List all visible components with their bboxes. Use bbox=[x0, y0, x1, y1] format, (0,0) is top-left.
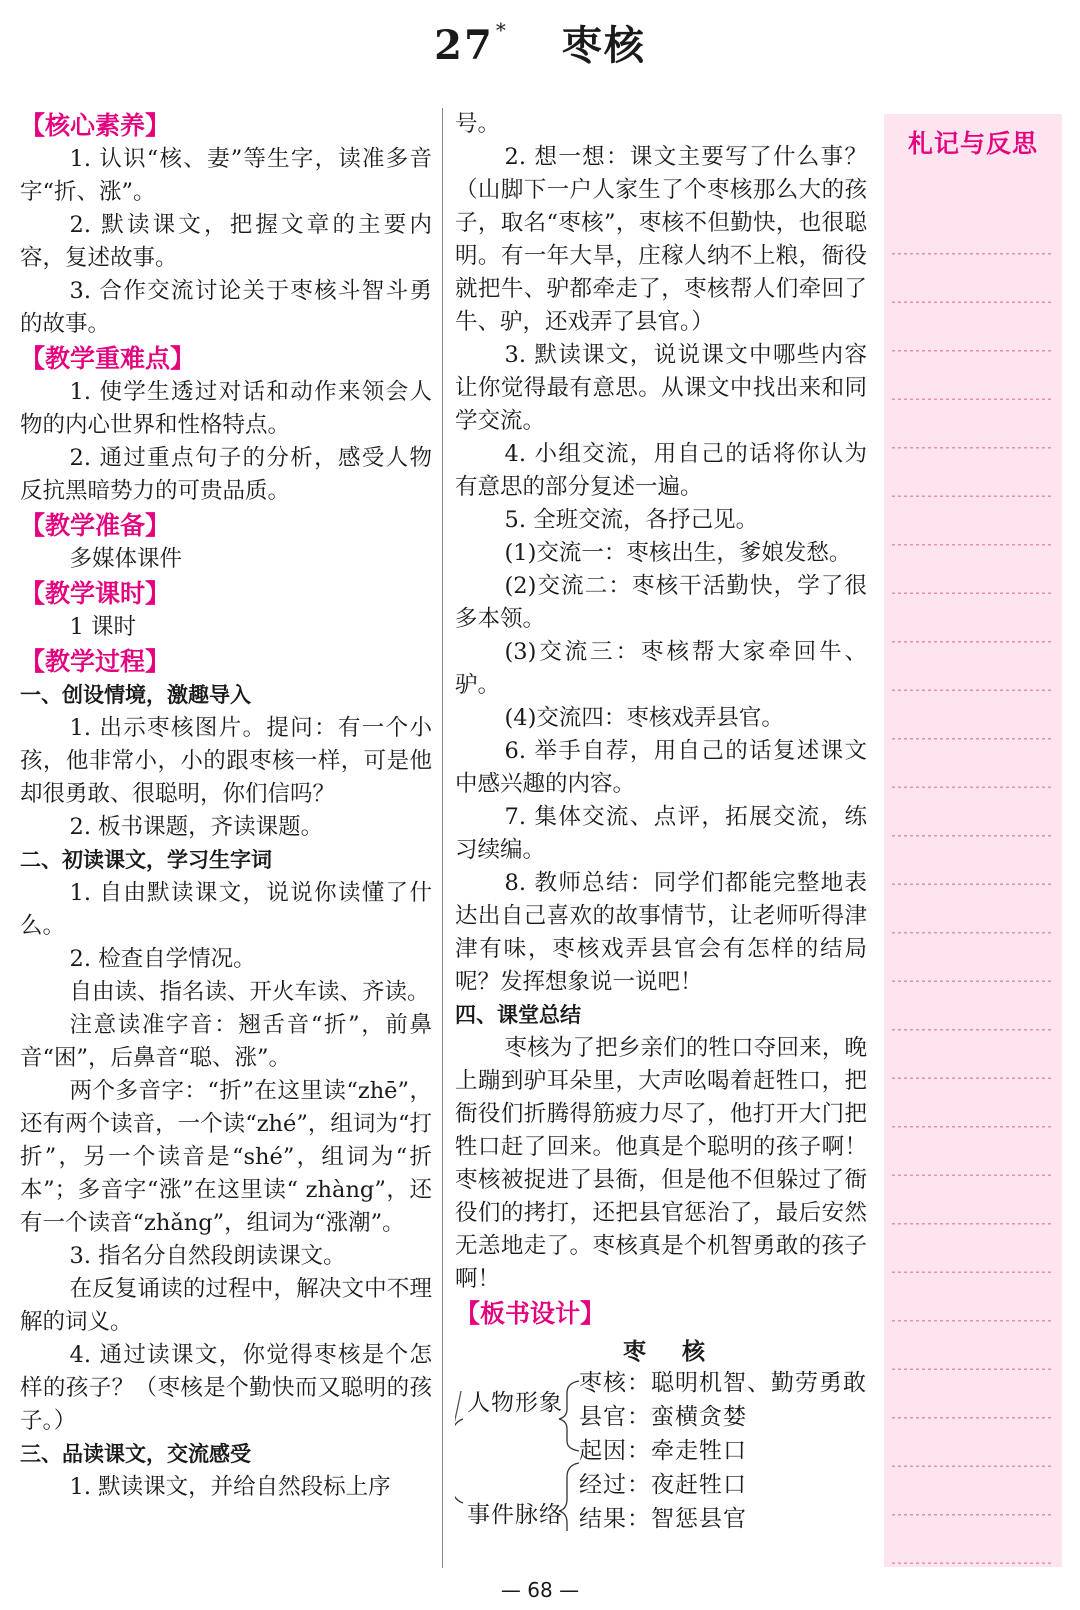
section-heading-board: 【板书设计】 bbox=[455, 1299, 606, 1328]
section-heading-preparation: 【教学准备】 bbox=[20, 511, 171, 540]
paragraph: 1. 自由默读课文，说说你读懂了什么。 bbox=[20, 880, 432, 939]
paragraph: 自由读、指名读、开火车读、齐读。 bbox=[69, 979, 430, 1005]
paragraph: 4. 通过读课文，你觉得枣核是个怎样的孩子？（枣核是个勤快而又聪明的孩子。） bbox=[20, 1342, 432, 1434]
paragraph: 2. 检查自学情况。 bbox=[69, 946, 256, 972]
paragraph: 8. 教师总结：同学们都能完整地表达出自己喜欢的故事情节，让老师听得津津有味，枣核戏弄县官会有怎样的结局呢？发挥想象说一说吧！ bbox=[455, 870, 867, 995]
paragraph: 注意读准字音：翘舌音“折”，前鼻音“困”，后鼻音“聪、涨”。 bbox=[20, 1012, 432, 1071]
paragraph: 1. 出示枣核图片。提问：有一个小孩，他非常小，小的跟枣核一样，可是他却很勇敢、很聪明，你们信吗？ bbox=[20, 715, 432, 807]
paragraph: (4)交流四：枣核戏弄县官。 bbox=[504, 705, 784, 731]
notes-panel bbox=[884, 114, 1062, 1567]
paragraph: 1 课时 bbox=[69, 614, 136, 640]
paragraph: 2. 想一想：课文主要写了什么事？（山脚下一户人家生了个枣核那么大的孩子，取名“枣核”，枣核不但勤快，也很聪明。有一年大旱，庄稼人纳不上粮，衙役就把牛、驴都牵走了，枣核帮人们牵回了牛、驴，还戏弄了县官。） bbox=[455, 144, 867, 335]
section-heading-difficulty: 【教学重难点】 bbox=[20, 344, 196, 373]
paragraph: 7. 集体交流、点评，拓展交流，练习续编。 bbox=[455, 804, 867, 863]
section-heading-hours: 【教学课时】 bbox=[20, 579, 171, 608]
paragraph: (3)交流三：枣核帮大家牵回牛、驴。 bbox=[455, 639, 867, 698]
page-title bbox=[0, 14, 1080, 71]
paragraph: 3. 指名分自然段朗读课文。 bbox=[69, 1243, 346, 1269]
paragraph: 2. 默读课文，把握文章的主要内容，复述故事。 bbox=[20, 212, 432, 271]
step-heading: 一、创设情境，激趣导入 bbox=[20, 683, 251, 707]
paragraph: 4. 小组交流，用自己的话将你认为有意思的部分复述一遍。 bbox=[455, 441, 867, 500]
board-design bbox=[455, 1331, 867, 1531]
column-divider bbox=[442, 108, 443, 1568]
lesson-title: 枣核 bbox=[561, 22, 646, 69]
section-heading-core: 【核心素养】 bbox=[20, 111, 171, 140]
lesson-star: * bbox=[495, 18, 508, 42]
paragraph: 两个多音字：“折”在这里读“zhē”，还有两个读音，一个读“zhé”，组词为“打折”，另一个读音是“shé”，组词为“折本”；多音字“涨”在这里读“ zhàng”，还有一个读音“zhǎng”，组词为“涨潮”。 bbox=[20, 1078, 432, 1236]
paragraph: 1. 认识“核、妻”等生字，读准多音字“折、涨”。 bbox=[20, 146, 432, 205]
board-label: 事件脉络 bbox=[467, 1502, 563, 1528]
paragraph: 1. 使学生透过对话和动作来领会人物的内心世界和性格特点。 bbox=[20, 379, 432, 438]
paragraph: 1. 默读课文，并给自然段标上序 bbox=[69, 1474, 391, 1500]
lesson-number: 27 bbox=[434, 22, 494, 69]
page-number: — 68 — bbox=[500, 1578, 580, 1602]
left-column bbox=[20, 108, 432, 1504]
section-heading-process: 【教学过程】 bbox=[20, 647, 171, 676]
paragraph: 3. 默读课文，说说课文中哪些内容让你觉得最有意思。从课文中找出来和同学交流。 bbox=[455, 342, 867, 434]
paragraph: 2. 通过重点句子的分析，感受人物反抗黑暗势力的可贵品质。 bbox=[20, 445, 432, 504]
paragraph: 5. 全班交流，各抒己见。 bbox=[504, 507, 759, 533]
board-item: 起因：牵走牲口 bbox=[579, 1438, 747, 1464]
step-heading: 二、初读课文，学习生字词 bbox=[20, 848, 272, 872]
notes-title: 札记与反思 bbox=[907, 129, 1038, 158]
paragraph: (1)交流一：枣核出生，爹娘发愁。 bbox=[504, 540, 852, 566]
notes-ruled-lines bbox=[892, 206, 1054, 1567]
board-item: 经过：夜赶牲口 bbox=[579, 1472, 747, 1498]
paragraph: 号。 bbox=[455, 111, 501, 137]
paragraph: 2. 板书课题，齐读课题。 bbox=[69, 814, 324, 840]
paragraph: 枣核为了把乡亲们的牲口夺回来，晚上蹦到驴耳朵里，大声吆喝着赶牲口，把衙役们折腾得筋疲力尽了，他打开大门把牲口赶了回来。他真是个聪明的孩子啊！枣核被捉进了县衙，但是他不但躲过了衙役们的拷打，还把县官惩治了，最后安然无恙地走了。枣核真是个机智勇敢的孩子啊！ bbox=[455, 1035, 867, 1292]
paragraph: 在反复诵读的过程中，解决文中不理解的词义。 bbox=[20, 1276, 432, 1335]
board-label: 人物形象 bbox=[467, 1390, 563, 1416]
brace-lines bbox=[455, 1331, 595, 1531]
board-item: 县官：蛮横贪婪 bbox=[579, 1404, 747, 1430]
board-item: 结果：智惩县官 bbox=[579, 1506, 747, 1532]
paragraph: (2)交流二：枣核干活勤快，学了很多本领。 bbox=[455, 573, 867, 632]
middle-column bbox=[455, 108, 867, 1531]
step-heading: 三、品读课文，交流感受 bbox=[20, 1442, 251, 1466]
board-title: 枣 核 bbox=[623, 1338, 720, 1365]
paragraph: 3. 合作交流讨论关于枣核斗智斗勇的故事。 bbox=[20, 278, 432, 337]
paragraph: 多媒体课件 bbox=[69, 546, 183, 572]
paragraph: 6. 举手自荐，用自己的话复述课文中感兴趣的内容。 bbox=[455, 738, 867, 797]
step-heading: 四、课堂总结 bbox=[455, 1003, 581, 1027]
board-item: 枣核：聪明机智、勤劳勇敢 bbox=[579, 1370, 867, 1396]
